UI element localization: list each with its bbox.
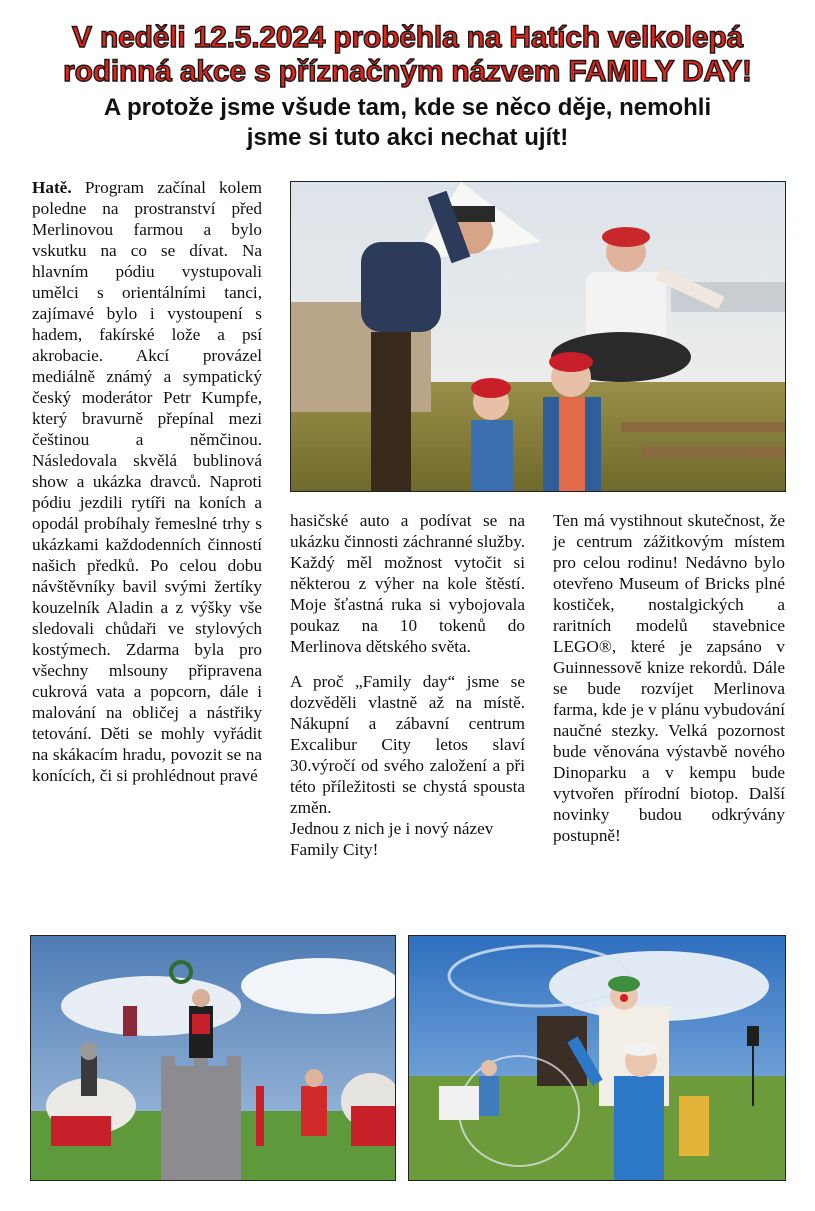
article-mid-paragraph-3: Jednou z nich je i nový název Family City!	[290, 819, 494, 859]
article-lead-place: Hatě.	[32, 178, 72, 197]
subheadline-line-1: A protože jsme všude tam, kde se něco děje, nemohli	[103, 94, 712, 121]
article-column-right	[553, 510, 785, 846]
headline-line-2: rodinná akce s příznačným názvem FAMILY DAY!	[63, 55, 752, 88]
photo-stilt-walkers	[290, 181, 786, 492]
article-mid-paragraph-1: hasičské auto a podívat se na ukázku činnosti záchranné služby. Každý měl možnost vytočit si některou z výher na kole štěstí. Moje šťastná ruka si vybojovala poukaz na 10 tokenů do Merlinova dětského světa.	[290, 511, 525, 656]
article-left-text: Program začínal kolem poledne na prostranství před Merlinovou farmou a bylo vskutku na co se dívat. Na hlavním pódiu vystupovali umělci s orientálními tanci, zajímavé bylo i vystoupení s hadem, fakírské lože a psí akrobacie. Akcí provázel mediálně známý a sympatický český moderátor Petr Kumpfe, který bravurně přepínal mezi češtinou a němčinou. Následovala skvělá bublinová show a ukázka dravců. Naproti pódiu jezdili rytíři na koních a opodál probíhaly řemeslné trhy s ukázkami každodenních činností našich předků. Po celou dobu návštěvníky bavil svými žertíky kouzelník Aladin a z výšky vše sledovali chůdaři ve stylových kostýmech. Zdarma byla pro všechny mlsouny připravena cukrová vata a popcorn, dále i malování na obličej a nástřiky tetování. Děti se mohly vyřádit na skákacím hradu, povozit se na konících, či si prohlédnout pravé	[32, 178, 262, 785]
article-right-paragraph: Ten má vystihnout skutečnost, že je centrum zážitkovým místem pro celou rodinu! Nedávno bylo otevřeno Museum of Bricks plné kostiček, nostalgických a raritních modelů stavebnice LEGO®, které je zapsáno v Guinnessově knize rekordů. Dále se bude rozvíjet Merlinova farma, kde je v plánu vybudování naučné stezky. Velká pozornost bude věnována výstavbě nového Dinoparku a v kempu bude vytvořen přírodní biotop. Další novinky budou odkrývány postupně!	[553, 511, 785, 845]
headline-line-1: V neděli 12.5.2024 proběhla na Hatích velkolepá	[72, 21, 743, 54]
photo-bubble-show	[408, 935, 786, 1181]
article-column-left	[32, 177, 262, 786]
photo-knights-castle	[30, 935, 396, 1181]
article-mid-paragraph-2: A proč „Family day“ jsme se dozvěděli vlastně až na místě. Nákupní a zábavní centrum Excalibur City letos slaví 30.výročí od svého založení a při této příležitosti se chystá spousta změn.	[290, 672, 525, 817]
subheadline-line-2: jsme si tuto akci nechat ujít!	[246, 124, 569, 151]
article-column-middle	[290, 510, 525, 860]
